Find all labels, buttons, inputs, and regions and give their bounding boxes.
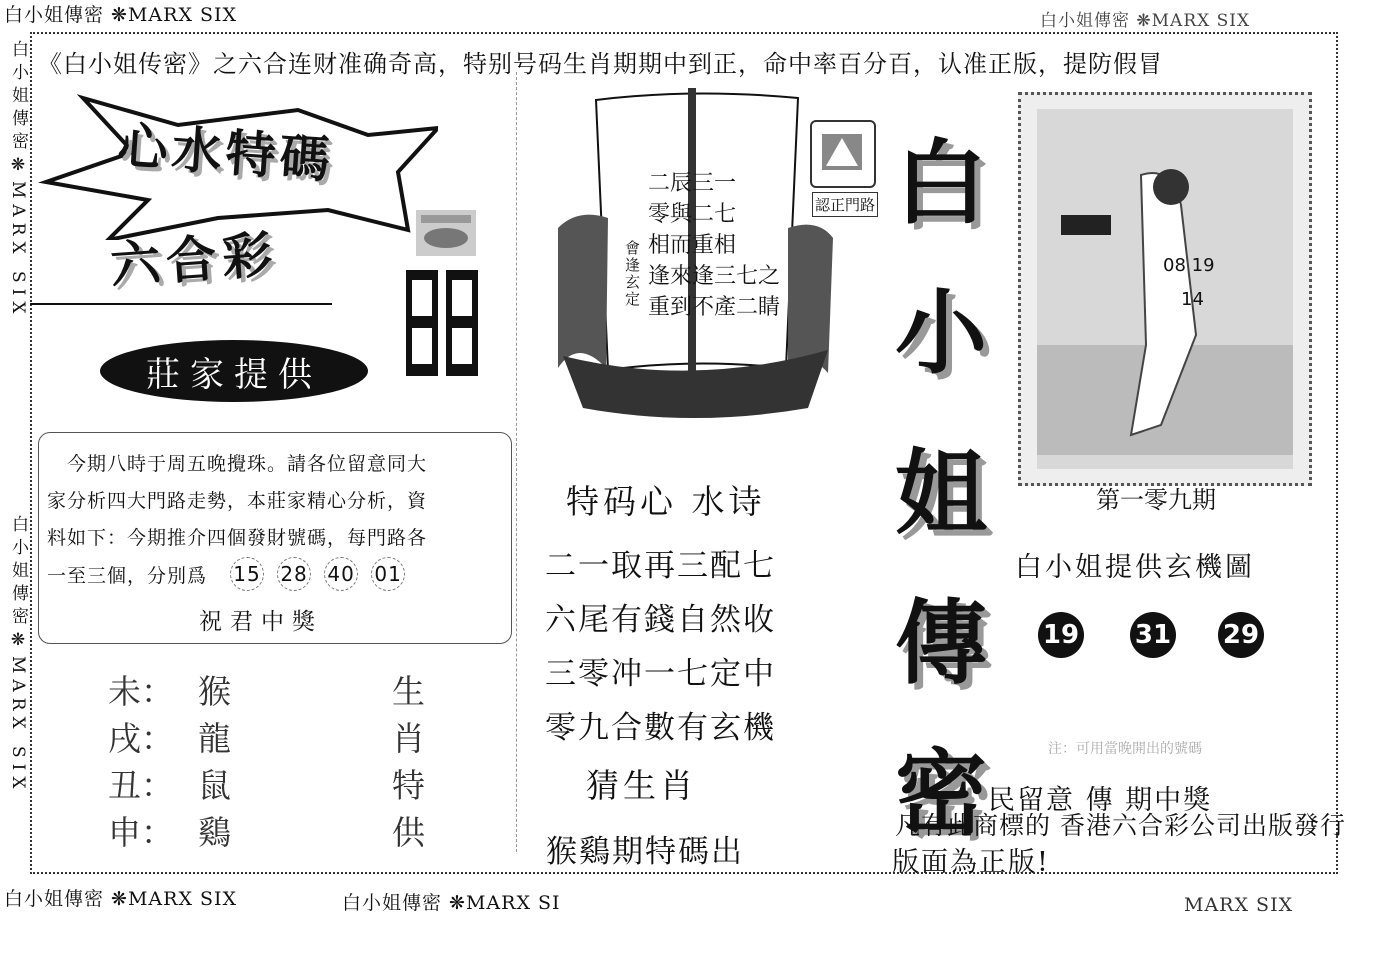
zodiac-row-a: 申： bbox=[108, 813, 174, 852]
sail-line: 零與二七 bbox=[648, 202, 737, 227]
issue-number: 第一零九期 bbox=[1096, 486, 1216, 514]
zodiac-col-a bbox=[108, 668, 174, 856]
photo-frame bbox=[1018, 92, 1312, 486]
provider-oval: 莊家提供 bbox=[100, 340, 368, 402]
logo-divider bbox=[30, 303, 332, 305]
info-line-3: 料如下：今期推介四個發財號碼，每門路各 bbox=[47, 527, 428, 549]
banner-text: 《白小姐传密》之六合连财准确奇高，特别号码生肖期期中到正，命中率百分百，认准正版，提防假冒 bbox=[38, 50, 1163, 78]
logo-title-xinshui: 心水特碼 bbox=[115, 115, 336, 190]
recommended-number: 40 bbox=[324, 557, 358, 591]
woman-photo bbox=[1021, 95, 1309, 483]
stamp-label: 認正門路 bbox=[812, 192, 878, 217]
notice-line-2: 凡有此商標的 香港六合彩公司出版發行 bbox=[895, 811, 1346, 840]
zodiac-row-c: 供 bbox=[392, 813, 425, 852]
poem-line-2: 六尾有錢自然收 bbox=[545, 602, 776, 638]
side-text-left-top: 白小姐傳密❋MARX SIX bbox=[8, 40, 28, 320]
poem-guess: 猜生肖 bbox=[586, 766, 697, 805]
side-text-left-bottom: 白小姐傳密❋MARX SIX bbox=[8, 515, 28, 795]
brand-char: 密 bbox=[895, 739, 988, 847]
zodiac-row-b: 猴 bbox=[198, 672, 231, 711]
poem-line-4: 零九合數有玄機 bbox=[545, 710, 776, 746]
xuanji-ball: 29 bbox=[1218, 612, 1264, 658]
poem-line-3: 三零冲一七定中 bbox=[545, 656, 776, 692]
zodiac-row-b: 鷄 bbox=[198, 813, 231, 852]
recommended-number: 15 bbox=[230, 557, 264, 591]
info-line-4 bbox=[47, 557, 408, 591]
header-top-right: 白小姐傳密 ❋MARX SIX bbox=[1040, 11, 1251, 31]
zodiac-row-c: 生 bbox=[392, 672, 425, 711]
brand-char: 小 bbox=[895, 279, 988, 387]
zodiac-col-b bbox=[198, 668, 231, 856]
zodiac-row-a: 丑： bbox=[108, 766, 174, 805]
footer-right: MARX SIX bbox=[1184, 894, 1294, 916]
brand-char: 白 bbox=[895, 129, 988, 237]
seal-stamp-logo bbox=[406, 270, 478, 376]
ship-sail-text bbox=[648, 168, 780, 323]
footer-left-1: 白小姐傳密 ❋MARX SIX bbox=[4, 888, 238, 910]
recommended-numbers bbox=[227, 557, 408, 591]
brand-char: 姐 bbox=[895, 439, 988, 547]
photo-number-line-1: 08 19 bbox=[1163, 255, 1215, 276]
info-line-2: 家分析四大門路走勢，本莊家精心分析，資 bbox=[47, 490, 428, 512]
zodiac-row-c: 肖 bbox=[392, 719, 425, 758]
poem-title: 特码心 水诗 bbox=[566, 482, 766, 521]
ship-side-note: 會逢玄定 bbox=[623, 240, 641, 308]
sail-line: 二辰三一 bbox=[648, 171, 737, 196]
poem-line-1: 二一取再三配七 bbox=[545, 548, 776, 584]
notice-line-3: 版面為正版! bbox=[892, 847, 1050, 878]
info-box bbox=[38, 432, 512, 644]
recommended-number: 28 bbox=[277, 557, 311, 591]
header-top-left: 白小姐傳密 ❋MARX SIX bbox=[4, 4, 238, 26]
sail-line: 相而重相 bbox=[648, 233, 737, 258]
sail-line: 重到不產二睛 bbox=[648, 295, 781, 320]
photo-number-line-2: 14 bbox=[1181, 289, 1204, 310]
stamp-logo-box bbox=[810, 120, 876, 188]
notice-faint: 注：可用當晚開出的號碼 bbox=[1048, 741, 1202, 757]
info-wish: 祝君中獎 bbox=[199, 609, 323, 635]
brand-char: 傳 bbox=[895, 589, 988, 697]
notice-line-1: 民留意 傳 期中獎 bbox=[988, 785, 1213, 816]
zodiac-row-b: 鼠 bbox=[198, 766, 231, 805]
zodiac-row-c: 特 bbox=[392, 766, 425, 805]
recommended-number: 01 bbox=[371, 557, 405, 591]
sail-line: 逢來逢三七之 bbox=[648, 264, 781, 289]
xuanji-ball: 19 bbox=[1038, 612, 1084, 658]
info-line-1: 今期八時于周五晚攪珠。請各位留意同大 bbox=[67, 453, 428, 475]
info-line-4-prefix: 一至三個，分別爲 bbox=[47, 564, 208, 587]
poem-answer: 猴鷄期特碼出 bbox=[546, 834, 744, 870]
zodiac-row-a: 戌： bbox=[108, 719, 174, 758]
zodiac-row-a: 未： bbox=[108, 672, 174, 711]
small-photo-thumbnail bbox=[416, 210, 476, 256]
zodiac-col-c bbox=[392, 668, 425, 856]
stamp-logo-mark bbox=[812, 122, 874, 186]
logo-title-liuhecai: 六合彩 bbox=[108, 224, 281, 295]
zodiac-row-b: 龍 bbox=[198, 719, 231, 758]
xuanji-ball: 31 bbox=[1130, 612, 1176, 658]
xuanji-title: 白小姐提供玄機圖 bbox=[1015, 552, 1255, 583]
ship-left-ornament bbox=[558, 215, 608, 368]
footer-left-2: 白小姐傳密 ❋MARX SI bbox=[342, 892, 561, 914]
